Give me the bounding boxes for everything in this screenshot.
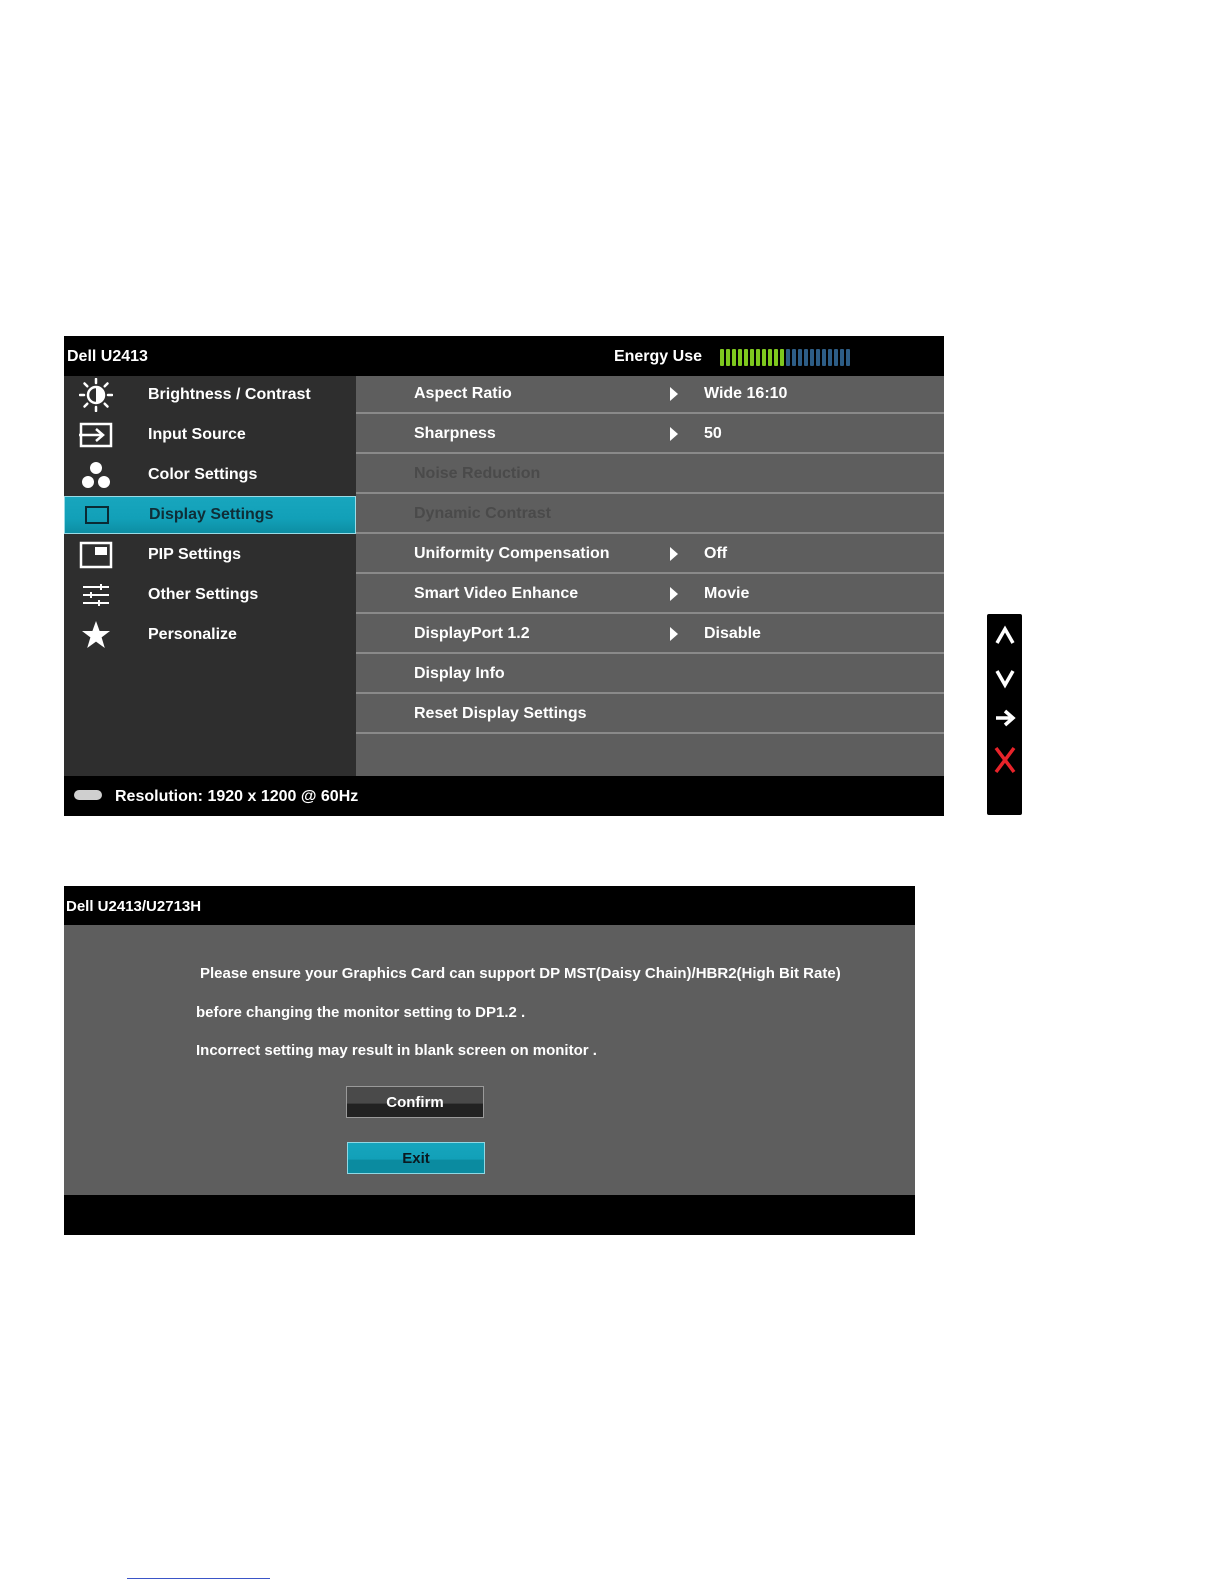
row-label: Smart Video Enhance [414, 585, 579, 602]
arrow-right-icon [670, 547, 678, 561]
down-button[interactable] [987, 658, 1022, 698]
row-label: Display Info [414, 665, 505, 682]
brightness-icon [78, 377, 114, 413]
energy-segment [804, 349, 808, 366]
row-value: Off [704, 545, 728, 562]
row-noise-reduction [356, 456, 944, 494]
energy-segment [828, 349, 832, 366]
enter-button[interactable] [987, 698, 1022, 738]
energy-segment [744, 349, 748, 366]
energy-segment [846, 349, 850, 366]
osd-menu [64, 336, 944, 816]
menu-item-color-settings[interactable] [64, 456, 356, 494]
menu-label: Personalize [148, 626, 237, 643]
row-displayport-1-2[interactable] [356, 616, 944, 654]
exit-button[interactable] [987, 740, 1022, 780]
warning-text-line-3: Incorrect setting may result in blank screen on monitor . [196, 1042, 597, 1059]
exit-icon [993, 746, 1017, 774]
energy-segment [768, 349, 772, 366]
down-icon [994, 667, 1016, 689]
input-source-icon [78, 417, 114, 453]
warning-text-line-2: before changing the monitor setting to DP1.2 . [196, 1004, 526, 1021]
dialog-footer [64, 1195, 915, 1235]
row-label: DisplayPort 1.2 [414, 625, 530, 642]
osd-control-strip [987, 614, 1022, 815]
row-label: Uniformity Compensation [414, 545, 610, 562]
row-value: 50 [704, 425, 722, 442]
up-button[interactable] [987, 616, 1022, 656]
row-aspect-ratio[interactable] [356, 376, 944, 414]
enter-icon [994, 707, 1016, 729]
row-value: Wide 16:10 [704, 385, 788, 402]
row-dynamic-contrast [356, 496, 944, 534]
menu-label: PIP Settings [148, 546, 242, 563]
menu-item-personalize[interactable] [64, 616, 356, 654]
menu-item-brightness-contrast[interactable] [64, 376, 356, 414]
arrow-right-icon [670, 387, 678, 401]
main-menu [64, 376, 356, 776]
row-label: Dynamic Contrast [414, 505, 551, 522]
row-reset-display-settings[interactable] [356, 696, 944, 734]
star-icon [78, 617, 114, 653]
row-smart-video-enhance[interactable] [356, 576, 944, 614]
other-settings-icon [78, 577, 114, 613]
energy-segment [798, 349, 802, 366]
energy-segment [786, 349, 790, 366]
confirm-button[interactable]: Confirm [346, 1086, 484, 1118]
energy-segment [810, 349, 814, 366]
energy-use-label: Energy Use [613, 348, 702, 365]
color-settings-icon [78, 457, 114, 493]
dp12-warning-dialog [64, 886, 915, 1235]
energy-segment [822, 349, 826, 366]
energy-segment [738, 349, 742, 366]
energy-segment [816, 349, 820, 366]
row-value: Disable [704, 625, 761, 642]
row-uniformity-compensation[interactable] [356, 536, 944, 574]
arrow-right-icon [670, 627, 678, 641]
pip-icon [78, 537, 114, 573]
energy-segment [774, 349, 778, 366]
dialog-body [64, 925, 915, 1195]
osd-title: Dell U2413 [67, 348, 148, 365]
row-sharpness[interactable] [356, 416, 944, 454]
menu-label: Other Settings [148, 586, 259, 603]
row-label: Reset Display Settings [414, 705, 587, 722]
row-label: Aspect Ratio [414, 385, 512, 402]
energy-segment [840, 349, 844, 366]
up-icon [994, 625, 1016, 647]
energy-segment [720, 349, 724, 366]
menu-label: Display Settings [149, 506, 274, 523]
dialog-title: Dell U2413/U2713H [66, 898, 202, 915]
menu-label: Color Settings [148, 466, 258, 483]
warning-text-line-1: Please ensure your Graphics Card can support DP MST(Daisy Chain)/HBR2(High Bit Rate) [200, 965, 841, 982]
menu-item-pip-settings[interactable] [64, 536, 356, 574]
row-display-info[interactable] [356, 656, 944, 694]
menu-item-input-source[interactable] [64, 416, 356, 454]
resolution-text: Resolution: 1920 x 1200 @ 60Hz [115, 788, 359, 805]
input-connector-icon [74, 790, 102, 800]
row-label: Noise Reduction [414, 465, 541, 482]
menu-item-other-settings[interactable] [64, 576, 356, 614]
arrow-right-icon [670, 427, 678, 441]
energy-meter [720, 349, 850, 366]
row-value: Movie [704, 585, 750, 602]
display-settings-submenu [356, 376, 944, 776]
energy-segment [834, 349, 838, 366]
arrow-right-icon [670, 587, 678, 601]
energy-segment [792, 349, 796, 366]
menu-label: Brightness / Contrast [148, 386, 311, 403]
link-underline[interactable] [127, 1578, 270, 1579]
energy-segment [762, 349, 766, 366]
row-label: Sharpness [414, 425, 496, 442]
energy-segment [726, 349, 730, 366]
energy-segment [756, 349, 760, 366]
energy-use [614, 348, 850, 366]
energy-segment [780, 349, 784, 366]
osd-footer [64, 776, 944, 816]
exit-dialog-button[interactable]: Exit [347, 1142, 485, 1174]
display-settings-icon [79, 497, 115, 533]
energy-segment [750, 349, 754, 366]
energy-segment [732, 349, 736, 366]
menu-label: Input Source [148, 426, 246, 443]
menu-item-display-settings[interactable] [64, 496, 356, 534]
